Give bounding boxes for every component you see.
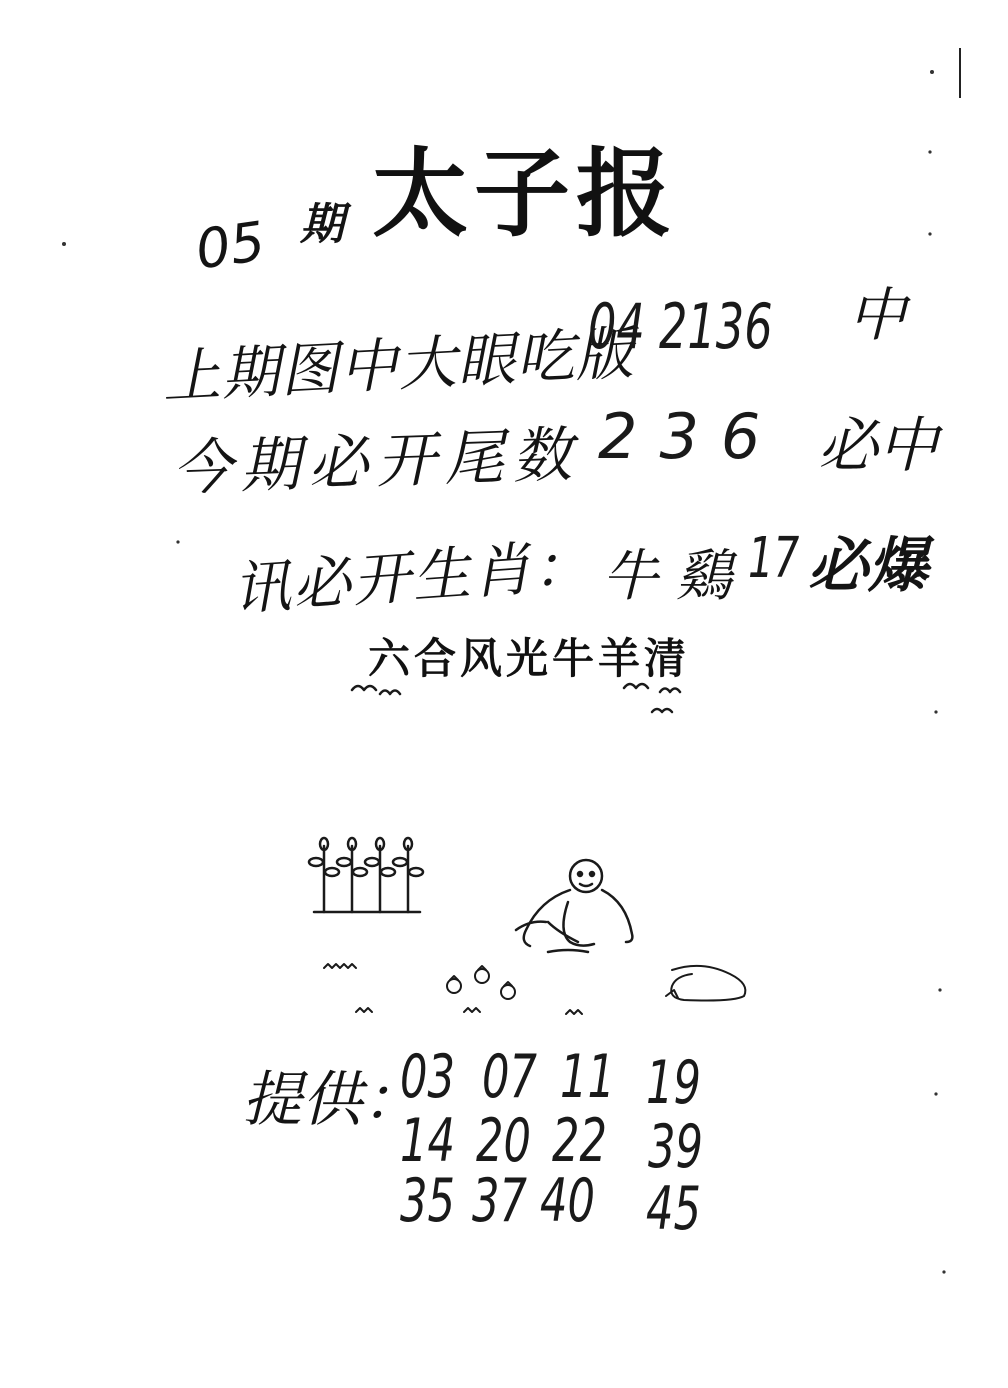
tail-number-mark: 必中 [818, 411, 938, 481]
last-issue-numbers: 04 2136 [588, 290, 773, 363]
number-cell: 11 [560, 1042, 615, 1112]
last-issue-mark: 中 [848, 281, 907, 349]
number-cell: 07 [482, 1042, 537, 1112]
number-cell: 19 [646, 1048, 701, 1118]
zodiac-values: 牛 鷄 [602, 544, 732, 609]
monkey-illustration [508, 852, 658, 962]
provide-label: 提供： [242, 1065, 422, 1135]
number-cell: 39 [648, 1112, 703, 1182]
issue-mark: 期 [300, 199, 344, 250]
number-cell: 20 [476, 1106, 531, 1176]
zodiac-mark: 必爆 [808, 531, 928, 601]
banner-text: 六合风光牛羊清 [368, 634, 691, 683]
number-cell: 22 [552, 1106, 607, 1176]
issue-number: 05 [191, 209, 269, 282]
tail-numbers: 236 [598, 400, 783, 473]
page-title: 太子报 [372, 137, 678, 250]
number-cell: 03 [400, 1042, 455, 1112]
number-cell: 45 [646, 1174, 701, 1244]
tail-number-label: 今期必开尾数 [171, 419, 582, 505]
number-cell: 37 [472, 1166, 527, 1236]
number-cell: 40 [540, 1166, 595, 1236]
last-issue-label: 上期图中大眼吃版 [160, 318, 636, 412]
zodiac-number: 17 [748, 526, 800, 591]
plants-illustration [300, 832, 440, 922]
zodiac-label: 讯必开生肖： [230, 530, 595, 624]
number-cell: 35 [400, 1166, 455, 1236]
ground-illustration [316, 956, 756, 1026]
birds-illustration [340, 676, 700, 726]
number-cell: 14 [400, 1106, 455, 1176]
